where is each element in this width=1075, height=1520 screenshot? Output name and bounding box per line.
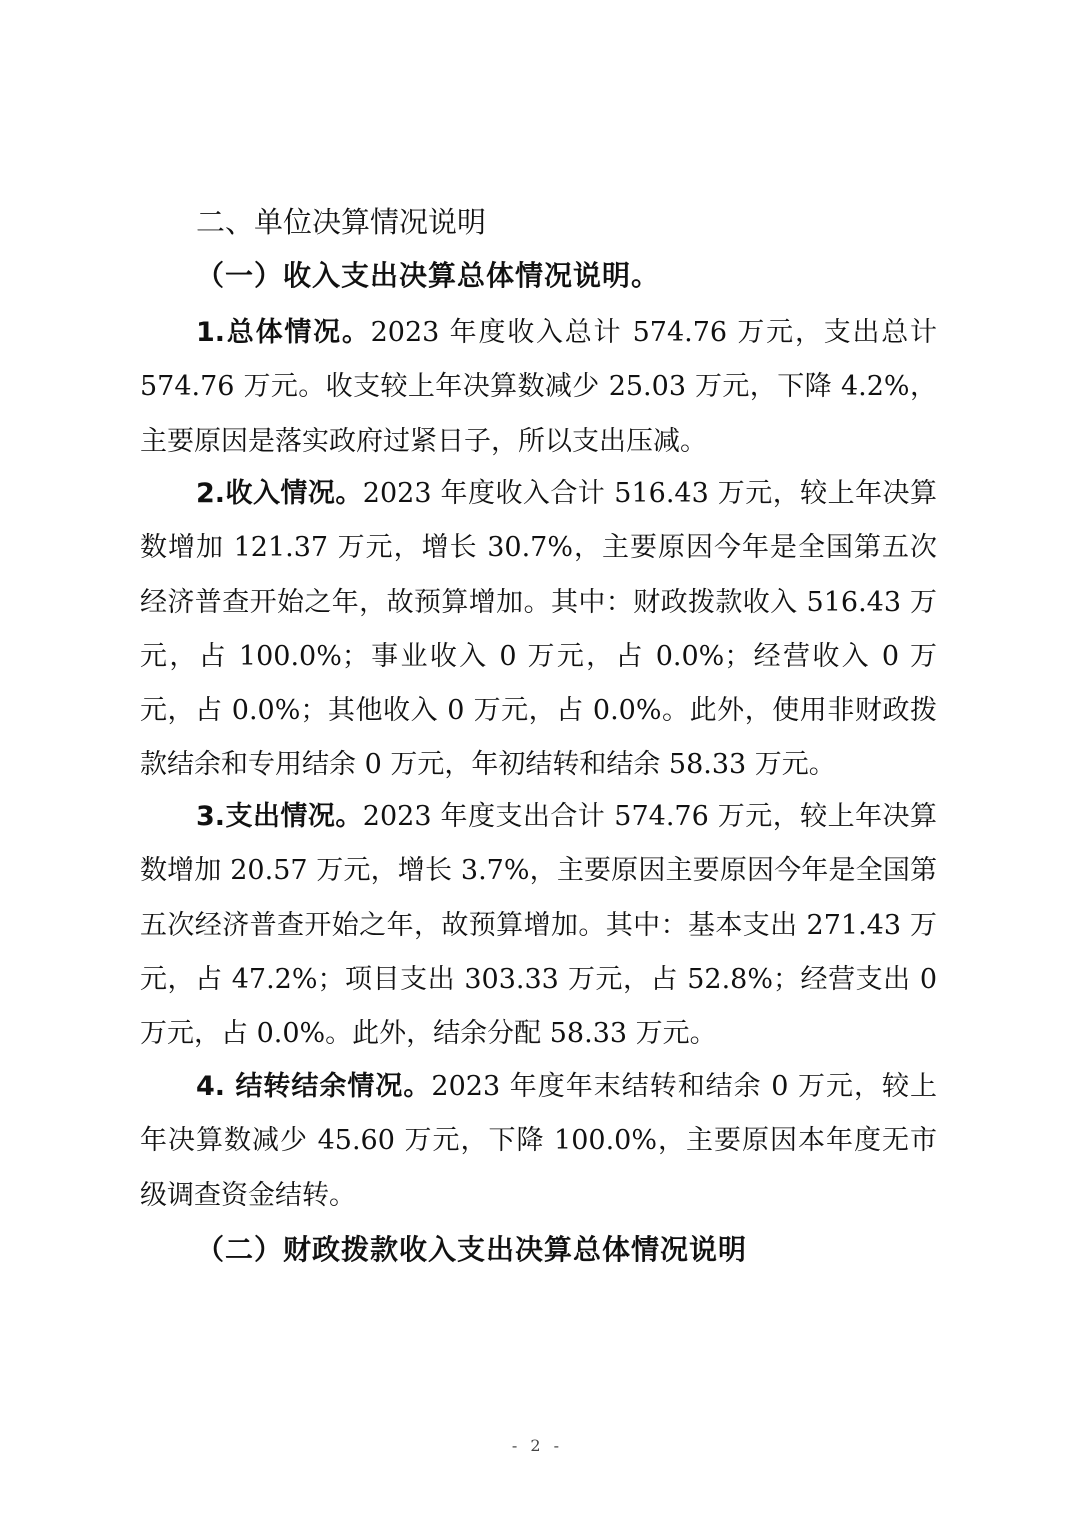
subsection-heading-1: （一）收入支出决算总体情况说明。 bbox=[196, 259, 661, 292]
section-heading: 二、单位决算情况说明 bbox=[196, 205, 487, 239]
paragraph-lead: 3.支出情况。 bbox=[196, 801, 363, 832]
subsection-heading-2: （二）财政拨款收入支出决算总体情况说明 bbox=[196, 1233, 748, 1266]
paragraph-lead: 2.收入情况。 bbox=[196, 478, 363, 509]
paragraph-income bbox=[140, 467, 937, 793]
paragraph-text: 2023 年度收入合计 516.43 万元，较上年决算数增加 121.37 万元，增长 30.7%，主要原因今年是全国第五次经济普查开始之年，故预算增加。其中：财政拨款收入 516.43 万元，占 100.0%；事业收入 0 万元，占 0.0%；经营收入 0 万元，占 0.0%；其他收入 0 万元，占 0.0%。此外，使用非财政拨款结余和专用结余 0 万元，年初结转和结余 58.33 万元。 bbox=[140, 478, 937, 781]
paragraph-text: 2023 年度支出合计 574.76 万元，较上年决算数增加 20.57 万元，增长 3.7%，主要原因主要原因今年是全国第五次经济普查开始之年，故预算增加。其中：基本支出 271.43 万元，占 47.2%；项目支出 303.33 万元，占 52.8%；经营支出 0 万元，占 0.0%。此外，结余分配 58.33 万元。 bbox=[140, 801, 937, 1050]
paragraph-lead: 4. 结转结余情况。 bbox=[196, 1071, 432, 1102]
paragraph-text: 2023 年度年末结转和结余 0 万元，较上年决算数减少 45.60 万元，下降 100.0%，主要原因本年度无市级调查资金结转。 bbox=[140, 1071, 937, 1211]
paragraph-expenditure bbox=[140, 790, 937, 1061]
paragraph-carryover bbox=[140, 1060, 937, 1223]
paragraph-text: 2023 年度收入总计 574.76 万元，支出总计 574.76 万元。收支较上年决算数减少 25.03 万元，下降 4.2%，主要原因是落实政府过紧日子，所以支出压减。 bbox=[140, 317, 937, 457]
page-number: - 2 - bbox=[511, 1436, 564, 1455]
paragraph-overall bbox=[140, 306, 937, 469]
paragraph-lead: 1.总体情况。 bbox=[196, 317, 371, 348]
